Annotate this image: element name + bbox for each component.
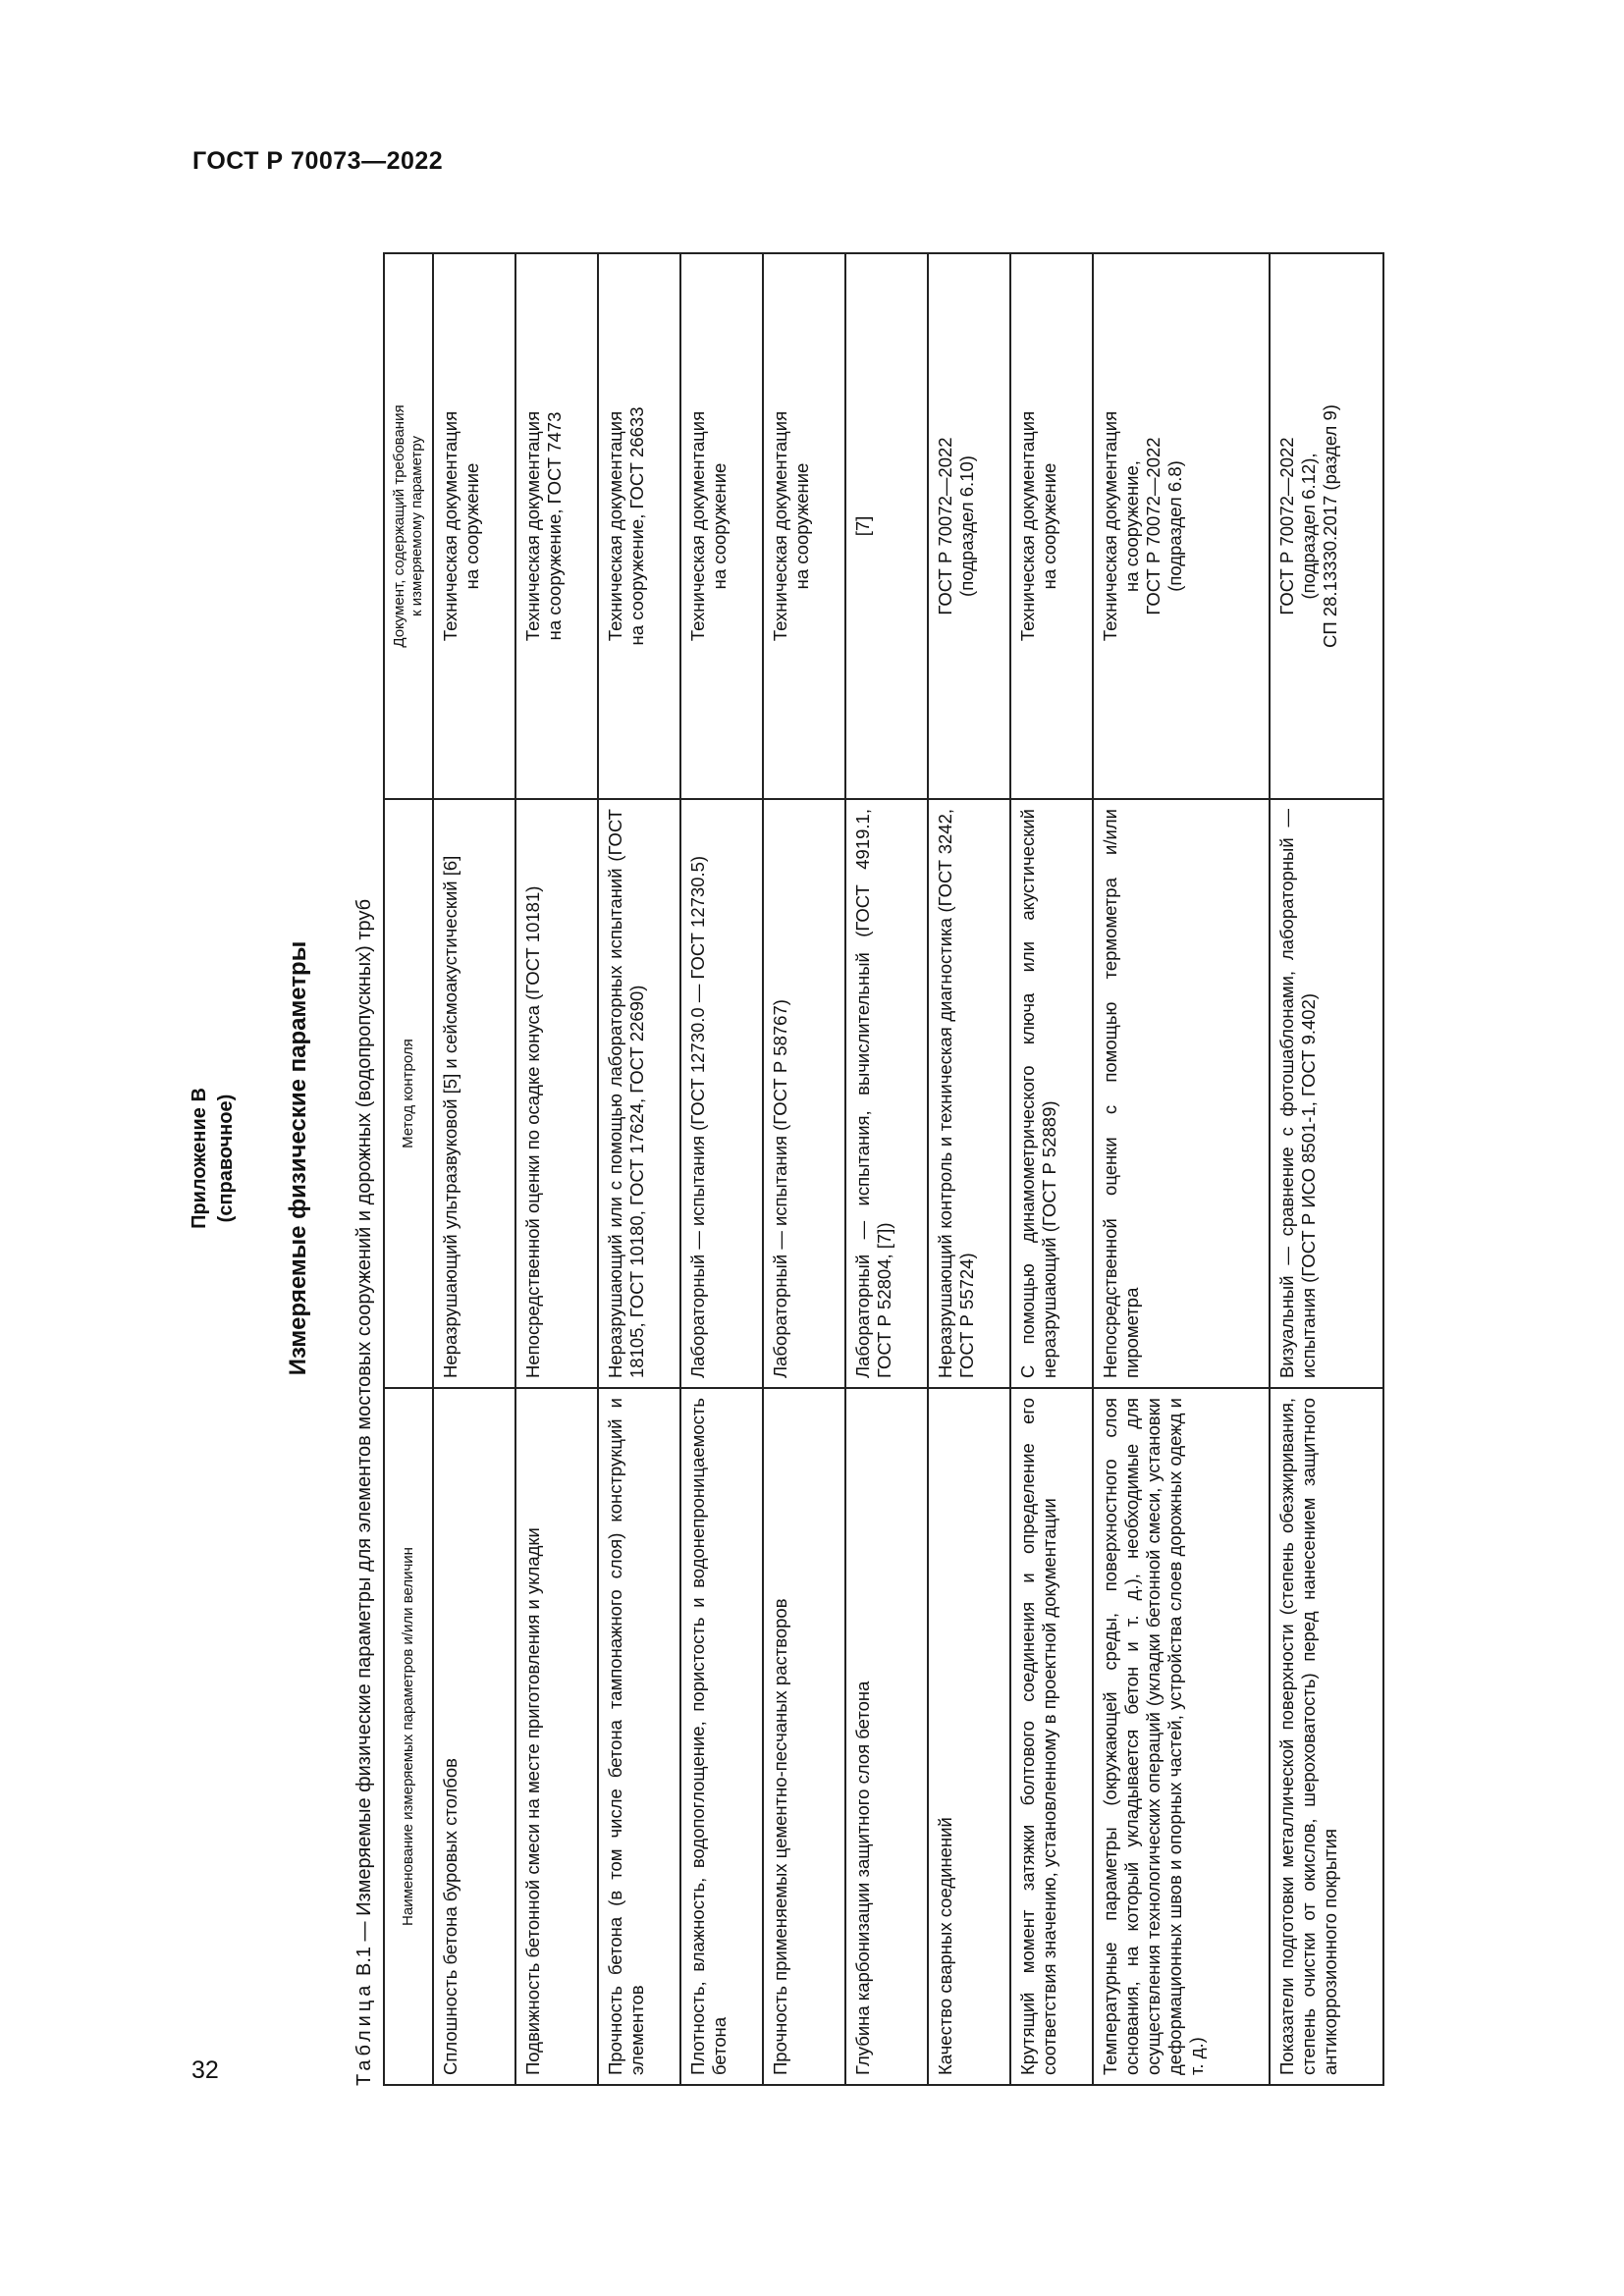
page-number: 32: [191, 2056, 219, 2084]
cell-method: Непосредственной оценки по осадке конуса (ГОСТ 10181): [515, 799, 598, 1388]
cell-method: Неразрушающий ультразвуковой [5] и сейсмоакустический [6]: [433, 799, 515, 1388]
header-document: Документ, содержащий требования к измеряемому параметру: [384, 253, 433, 799]
appendix-annotation: (справочное): [215, 1094, 237, 1223]
cell-method: Неразрушающий или с помощью лабораторных испытаний (ГОСТ 18105, ГОСТ 10180, ГОСТ 17624, ГОСТ 22690): [598, 799, 680, 1388]
table-row: [1270, 253, 1383, 2085]
cell-document: ГОСТ Р 70072—2022 (подраздел 6.10): [928, 253, 1010, 799]
table-row: [928, 253, 1010, 2085]
table-row: [1010, 253, 1093, 2085]
cell-document: Техническая документация на сооружение: [763, 253, 845, 799]
cell-document: ГОСТ Р 70072—2022 (подраздел 6.12), СП 28.13330.2017 (раздел 9): [1270, 253, 1383, 799]
cell-parameter: Качество сварных соединений: [928, 1388, 1010, 2085]
table-caption: [353, 231, 376, 2086]
cell-parameter: Прочность применяемых цементно-песчаных растворов: [763, 1388, 845, 2085]
cell-method: Визуальный — сравнение с фотошаблонами, лабораторный — испытания (ГОСТ Р ИСО 8501-1, ГОСТ 9.402): [1270, 799, 1383, 1388]
table-caption-label: Таблица: [353, 1981, 375, 2086]
cell-document: Техническая документация на сооружение, ГОСТ Р 70072—2022 (подраздел 6.8): [1093, 253, 1270, 799]
cell-parameter: Температурные параметры (окружающей среды, поверхностного слоя основания, на который укладывается бетон и т. д.), необходимые для осуществления технологических операций (укладки бетонной смеси, установки деформационных швов и опорных частей, устройства слоев дорожных одежд и т. д.): [1093, 1388, 1270, 2085]
physical-parameters-table: [383, 252, 1384, 2086]
cell-parameter: Сплошность бетона буровых столбов: [433, 1388, 515, 2085]
cell-method: Непосредственной оценки с помощью термометра и/или пирометра: [1093, 799, 1270, 1388]
cell-parameter: Крутящий момент затяжки болтового соединения и определение его соответствия значению, установленному в проектной документации: [1010, 1388, 1093, 2085]
header-parameter: Наименование измеряемых параметров и/или величин: [384, 1388, 433, 2085]
cell-document: Техническая документация на сооружение: [680, 253, 763, 799]
cell-document: Техническая документация на сооружение: [1010, 253, 1093, 799]
standard-code: ГОСТ Р 70073—2022: [192, 147, 444, 175]
cell-parameter: Плотность, влажность, водопоглощение, пористость и водонепроницаемость бетона: [680, 1388, 763, 2085]
appendix-title: Приложение В: [189, 1088, 210, 1229]
section-title: Измеряемые физические параметры: [285, 940, 311, 1376]
table-caption-text: В.1 — Измеряемые физические параметры для элементов мостовых сооружений и дорожных (водопропускных) труб: [353, 898, 375, 1982]
cell-document: Техническая документация на сооружение: [433, 253, 515, 799]
appendix-heading: [187, 231, 240, 2086]
header-method: Метод контроля: [384, 799, 433, 1388]
cell-method: Лабораторный — испытания (ГОСТ 12730.0 — ГОСТ 12730.5): [680, 799, 763, 1388]
cell-parameter: Подвижность бетонной смеси на месте приготовления и укладки: [515, 1388, 598, 2085]
table-row: [845, 253, 928, 2085]
table-row: [763, 253, 845, 2085]
cell-document: [7]: [845, 253, 928, 799]
cell-parameter: Показатели подготовки металлической поверхности (степень обезжиривания, степень очистки от окислов, шероховатость) перед нанесением защитного антикоррозионного покрытия: [1270, 1388, 1383, 2085]
table-row: [680, 253, 763, 2085]
cell-method: Лабораторный — испытания (ГОСТ Р 58767): [763, 799, 845, 1388]
cell-method: С помощью динамометрического ключа или акустический неразрушающий (ГОСТ Р 52889): [1010, 799, 1093, 1388]
cell-parameter: Глубина карбонизации защитного слоя бетона: [845, 1388, 928, 2085]
table-row: [1093, 253, 1270, 2085]
table-row: [433, 253, 515, 2085]
table-row: [598, 253, 680, 2085]
cell-document: Техническая документация на сооружение, ГОСТ 7473: [515, 253, 598, 799]
cell-method: Неразрушающий контроль и техническая диагностика (ГОСТ 3242, ГОСТ Р 55724): [928, 799, 1010, 1388]
table-header-row: [384, 253, 433, 2085]
table-row: [515, 253, 598, 2085]
cell-method: Лабораторный — испытания, вычислительный (ГОСТ 4919.1, ГОСТ Р 52804, [7]): [845, 799, 928, 1388]
cell-document: Техническая документация на сооружение, ГОСТ 26633: [598, 253, 680, 799]
cell-parameter: Прочность бетона (в том числе бетона тампонажного слоя) конструкций и элементов: [598, 1388, 680, 2085]
rotated-landscape-content: [187, 231, 1426, 2086]
